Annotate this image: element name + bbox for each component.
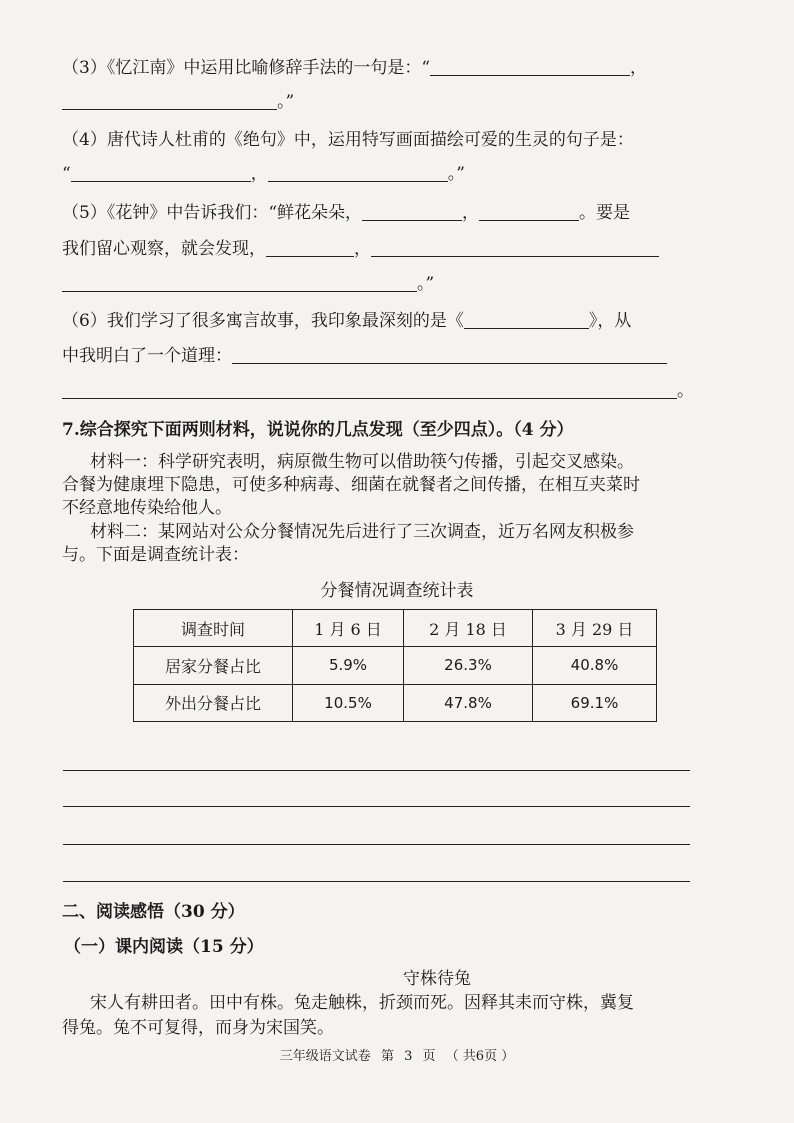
answer-blank[interactable] [62,273,417,292]
question-5-line3: 。” [62,272,702,296]
question-6: （6）我们学习了很多寓言故事，我印象最深刻的是《 》，从 [62,311,632,331]
table-header-cell: 3 月 29 日 [533,610,657,647]
answer-blank[interactable] [464,310,589,329]
answer-blank[interactable] [371,238,659,257]
table-header-row [134,610,657,647]
answer-blank[interactable] [71,163,251,182]
answer-blank[interactable] [62,91,277,110]
question-3: （3）《忆江南》中运用比喻修辞手法的一句是：“ ， [62,58,648,78]
story-line2: 得兔。兔不可复得，而身为宋国笑。 [62,1018,334,1038]
question-4-line2: “ ， 。” [62,164,465,184]
question-7-title: 7.综合探究下面两则材料，说说你的几点发现（至少四点）。（4 分） [62,420,574,440]
table-cell: 40.8% [533,647,657,684]
table-row-label: 外出分餐占比 [134,684,293,721]
page-number: 3 [404,1049,413,1064]
table-row-label: 居家分餐占比 [134,647,293,684]
material-2-line1: 材料二：某网站对公众分餐情况先后进行了三次调查，近万名网友积极参 [90,522,634,542]
table-cell: 10.5% [293,684,404,721]
question-6-line2: 中我明白了一个道理： [62,344,702,368]
answer-blank[interactable] [268,163,448,182]
question-3-line2: 。” [62,90,702,114]
material-1-line1: 材料一：科学研究表明，病原微生物可以借助筷勺传播，引起交叉感染。 [90,452,634,472]
answer-line[interactable] [63,844,690,845]
story-title: 守株待兔 [403,969,471,989]
table-cell: 47.8% [404,684,533,721]
question-4: （4）唐代诗人杜甫的《绝句》中，运用特写画面描绘可爱的生灵的句子是： [62,130,634,150]
table-title: 分餐情况调查统计表 [320,581,474,601]
question-5: （5）《花钟》中告诉我们：“鲜花朵朵， ， 。要是 [62,203,631,223]
table-header-cell: 1 月 6 日 [293,610,404,647]
table-cell: 69.1% [533,684,657,721]
answer-blank[interactable] [232,345,667,364]
answer-blank[interactable] [266,238,354,257]
story-line1: 宋人有耕田者。田中有株。兔走触株，折颈而死。因释其耒而守株，冀复 [90,993,634,1013]
table-cell: 5.9% [293,647,404,684]
answer-blank[interactable] [479,202,579,221]
survey-table [133,609,657,722]
table-row [134,647,657,684]
answer-line[interactable] [63,806,690,807]
table-cell: 26.3% [404,647,533,684]
material-2-line2: 与。下面是调查统计表： [62,545,249,565]
page-footer: 三年级语文试卷 第 3 页 （ 共6页 ） [279,1049,515,1064]
answer-blank[interactable] [430,57,630,76]
table-header-cell: 调查时间 [134,610,293,647]
question-6-line3: 。 [62,379,702,403]
section-2-title: 二、阅读感悟（30 分） [62,902,245,922]
table-row [134,684,657,721]
question-5-line2: 我们留心观察，就会发现， ， [62,237,702,261]
material-1-line3: 不经意地传染给他人。 [62,498,232,518]
answer-blank[interactable] [62,380,677,399]
table-header-cell: 2 月 18 日 [404,610,533,647]
answer-line[interactable] [63,770,690,771]
material-1-line2: 合餐为健康埋下隐患，可使多种病毒、细菌在就餐者之间传播，在相互夹菜时 [62,475,640,495]
section-2-subtitle: （一）课内阅读（15 分） [64,937,264,957]
answer-blank[interactable] [362,202,462,221]
answer-line[interactable] [63,881,690,882]
